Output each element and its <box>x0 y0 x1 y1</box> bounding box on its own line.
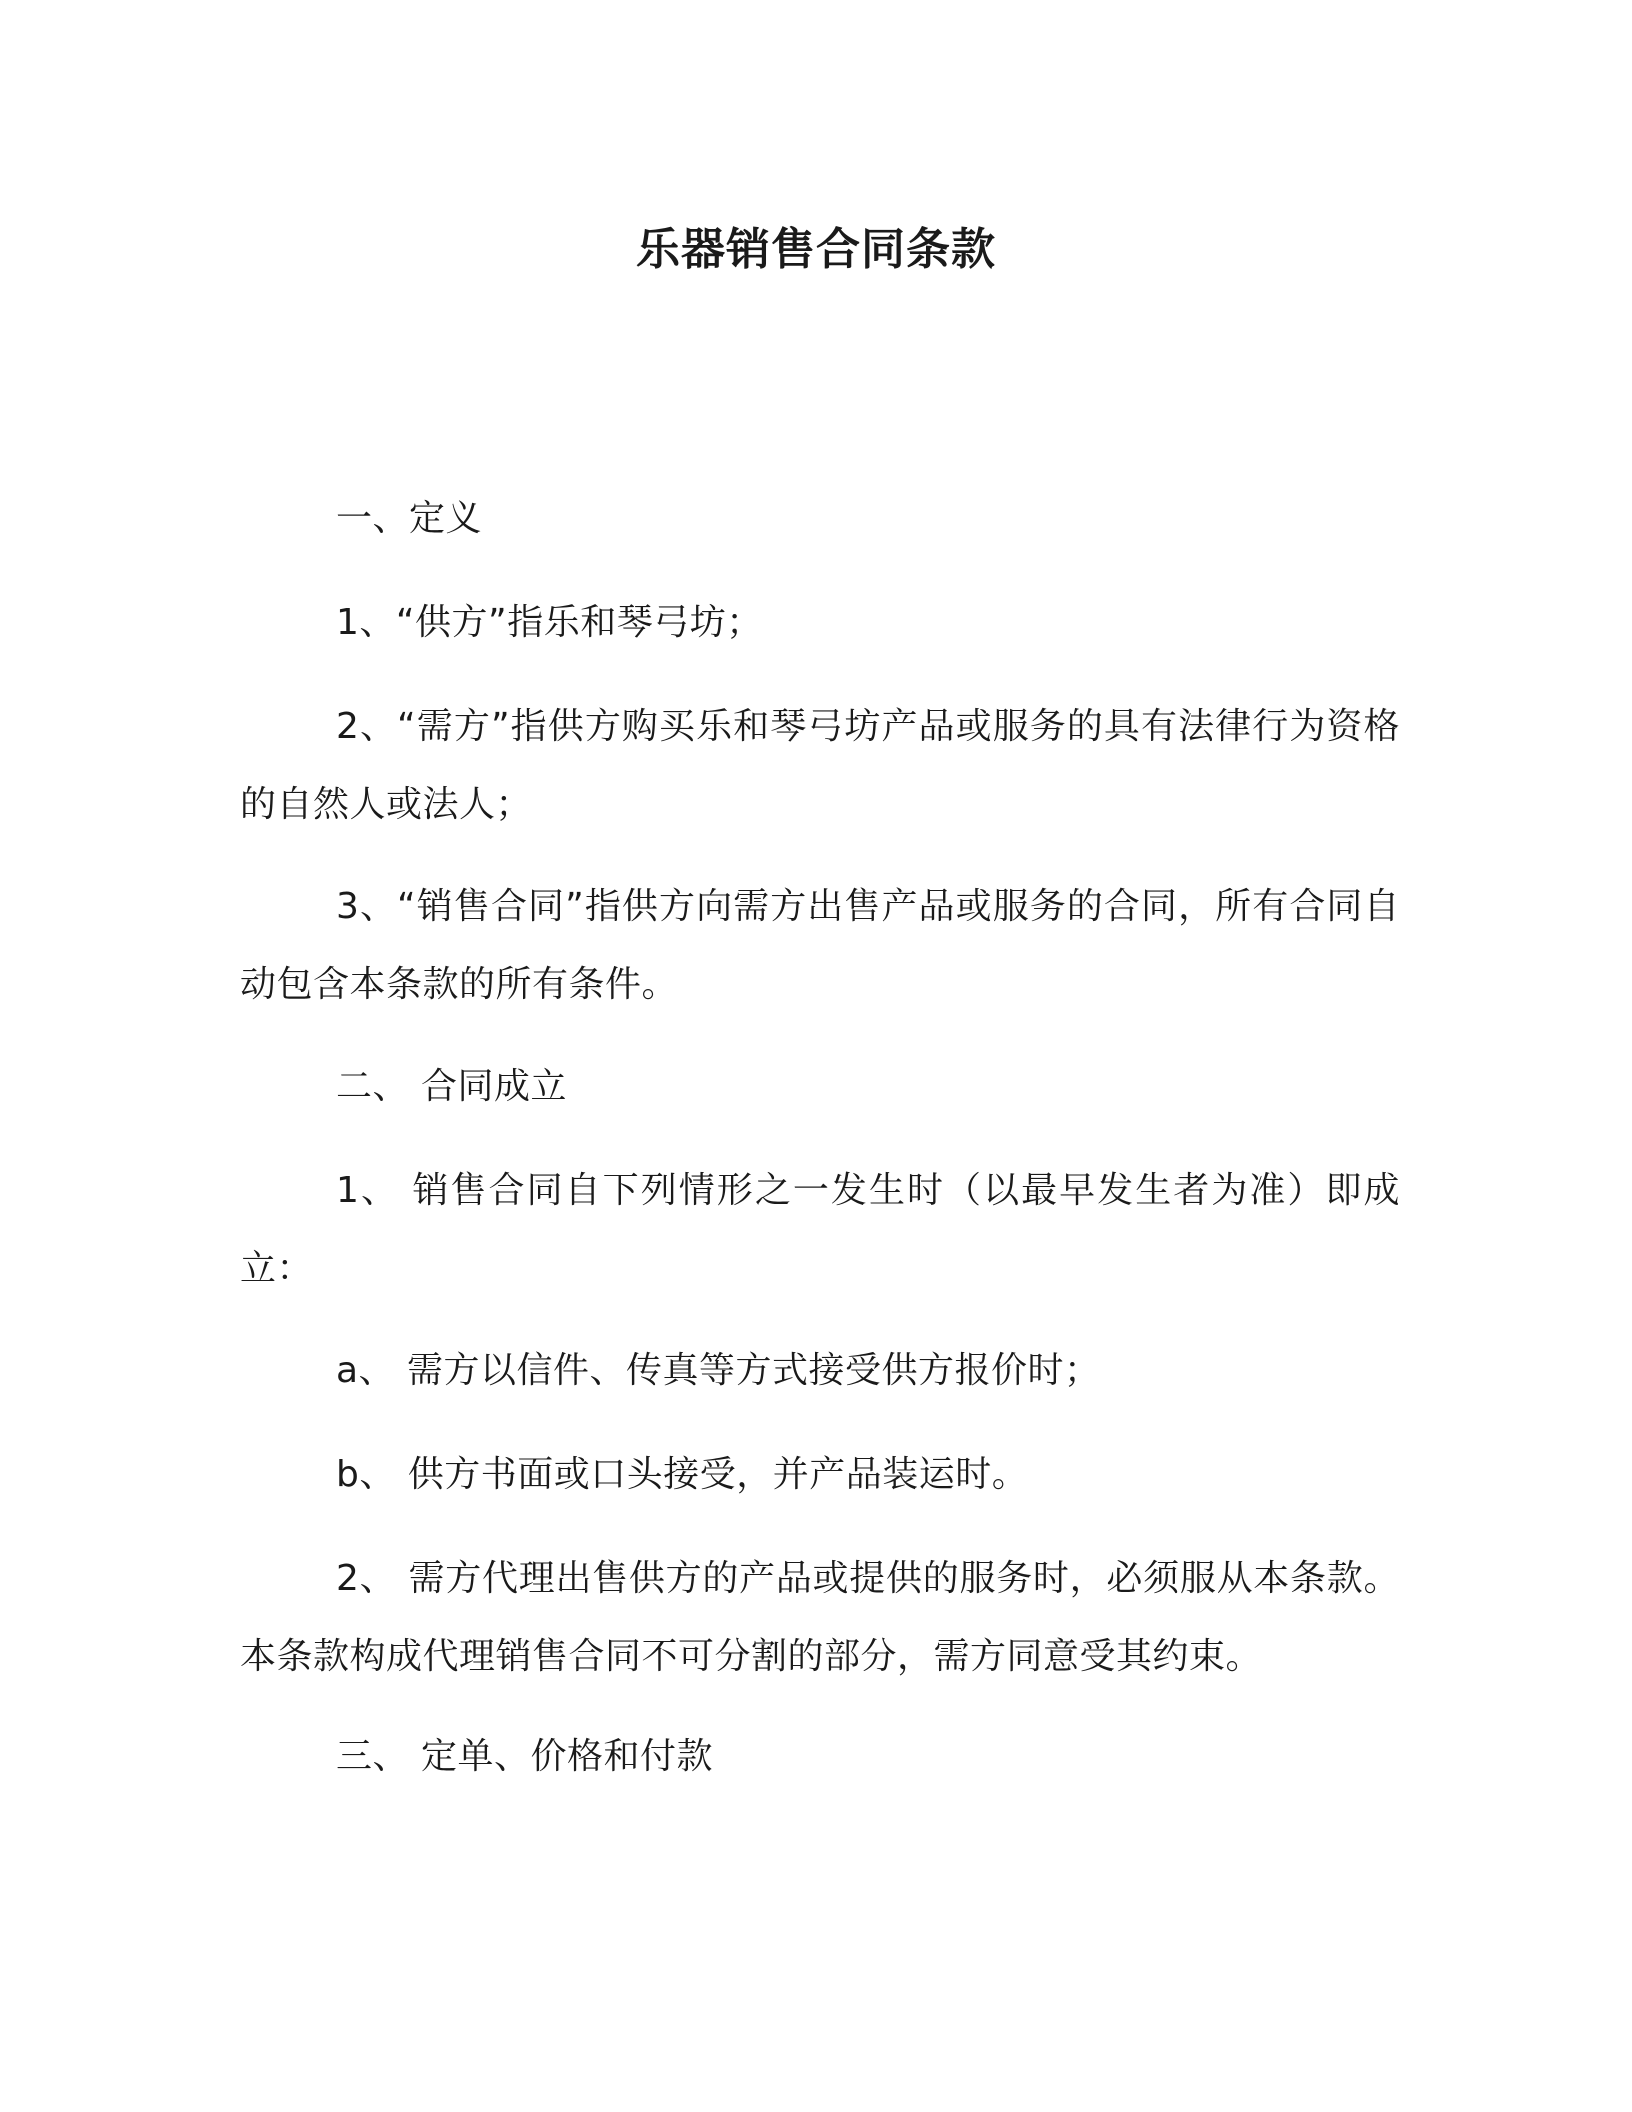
clause-agency-sales: 2、 需方代理出售供方的产品或提供的服务时，必须服从本条款。本条款构成代理销售合同不可分割的部分，需方同意受其约束。 <box>240 1558 1400 1677</box>
clause-supplier-definition: 1、“供方”指乐和琴弓坊； <box>336 602 763 643</box>
clause-condition-a: a、 需方以信件、传真等方式接受供方报价时； <box>336 1350 1101 1391</box>
clause-condition-b: b、 供方书面或口头接受，并产品装运时。 <box>336 1454 1029 1495</box>
clause-formation-conditions: 1、 销售合同自下列情形之一发生时（以最早发生者为准）即成立： <box>240 1170 1400 1289</box>
section-heading-orders-pricing-payment: 三、 定单、价格和付款 <box>336 1736 713 1777</box>
section-heading-contract-formation: 二、 合同成立 <box>336 1066 567 1107</box>
clause-sales-contract-definition: 3、“销售合同”指供方向需方出售产品或服务的合同，所有合同自动包含本条款的所有条件。 <box>240 886 1400 1005</box>
clause-buyer-definition: 2、“需方”指供方购买乐和琴弓坊产品或服务的具有法律行为资格的自然人或法人； <box>240 706 1400 825</box>
document-title: 乐器销售合同条款 <box>636 224 996 275</box>
section-heading-definitions: 一、定义 <box>336 498 483 539</box>
